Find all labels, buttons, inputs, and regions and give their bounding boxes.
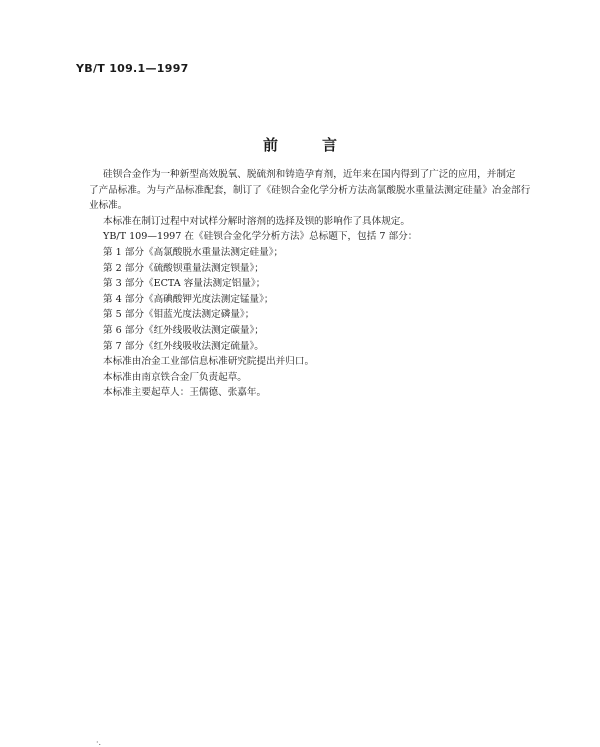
- paragraph-parts-intro: [103, 229, 543, 245]
- paragraph-line: 了产品标准。为与产品标准配套，制订了《硅钡合金化学分析方法高氯酸脱水重量法测定硅量》冶金部行: [89, 184, 531, 196]
- paragraph-intro: [89, 167, 543, 214]
- paragraph-solvent: [103, 214, 543, 230]
- list-item: 第 3 部分《ECTA 容量法测定铝量》；: [103, 278, 266, 290]
- paragraph-line: 业标准。: [89, 200, 128, 212]
- scan-artifact: ·.: [96, 738, 102, 747]
- paragraph-drafter: [103, 370, 543, 386]
- paragraph-line: 本标准在制订过程中对试样分解时溶剂的选择及钡的影响作了具体规定。: [103, 215, 410, 227]
- paragraph-line: 硅钡合金作为一种新型高效脱氧、脱硫剂和铸造孕育剂，近年来在国内得到了广泛的应用，并制定: [103, 169, 516, 180]
- standard-code: YB/T 109.1—1997: [76, 62, 189, 75]
- paragraph-line: 本标准由南京铁合金厂负责起草。: [103, 371, 247, 383]
- paragraph-authors: [103, 385, 543, 401]
- paragraph-proposer: [103, 354, 543, 370]
- paragraph-line: 本标准主要起草人：王儒德、张嘉年。: [103, 387, 267, 399]
- paragraph-line: YB/T 109—1997 在《硅钡合金化学分析方法》总标题下，包括 7 部分：: [103, 231, 418, 243]
- foreword-body: [89, 167, 543, 401]
- list-item: 第 1 部分《高氯酸脱水重量法测定硅量》；: [103, 246, 284, 258]
- list-item: 第 4 部分《高碘酸钾光度法测定锰量》；: [103, 293, 274, 305]
- list-item: 第 7 部分《红外线吸收法测定硫量》。: [103, 340, 264, 352]
- list-item: 第 6 部分《红外线吸收法测定碳量》；: [103, 324, 264, 336]
- page-title: 前言: [262, 136, 381, 154]
- parts-list: [103, 245, 543, 354]
- list-item: 第 5 部分《钼蓝光度法测定磷量》；: [103, 309, 255, 321]
- list-item: 第 2 部分《硫酸钡重量法测定钡量》；: [103, 262, 264, 274]
- paragraph-line: 本标准由冶金工业部信息标准研究院提出并归口。: [103, 356, 315, 368]
